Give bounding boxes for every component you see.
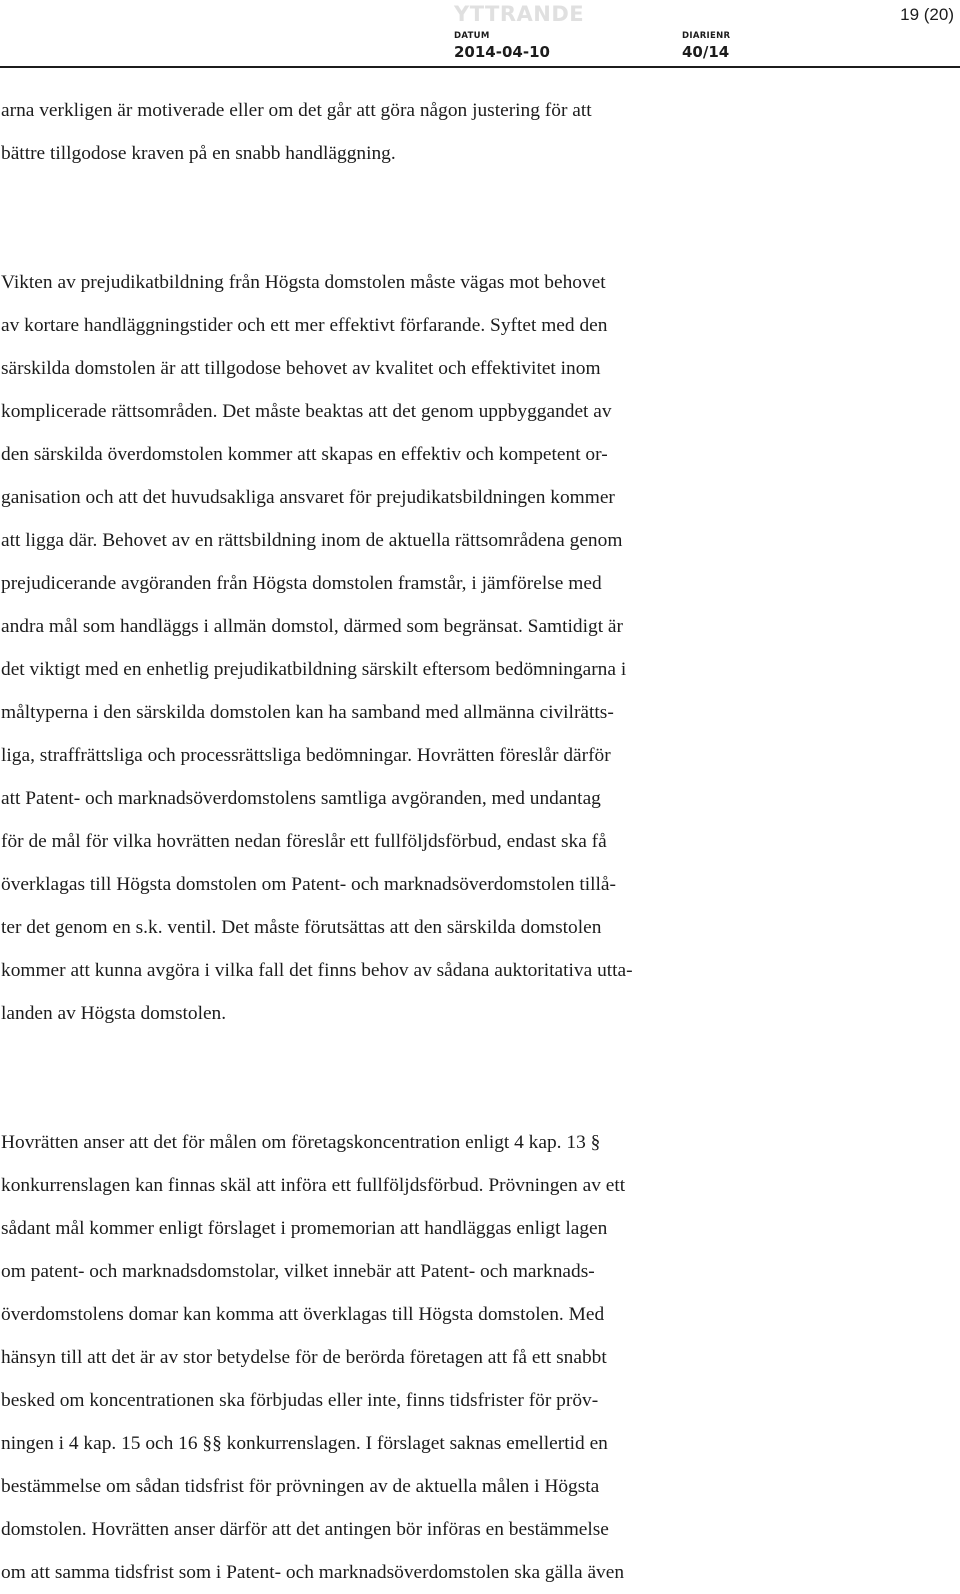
text-line: om att samma tidsfrist som i Patent- och marknadsöverdomstolen ska gälla även xyxy=(1,1562,625,1583)
text-line: bättre tillgodose kraven på en snabb handläggning. xyxy=(1,143,396,164)
diarienr-value: 40/14 xyxy=(682,43,730,61)
text-line: kommer att kunna avgöra i vilka fall det finns behov av sådana auktoritativa utta- xyxy=(1,960,633,981)
header-divider xyxy=(0,66,960,68)
text-line: ningen i 4 kap. 15 och 16 §§ konkurrenslagen. I förslaget saknas emellertid en xyxy=(1,1433,608,1454)
page-number: 19 (20) xyxy=(900,5,954,24)
text-line: den särskilda överdomstolen kommer att skapas en effektiv och kompetent or- xyxy=(1,444,608,465)
text-line: sådant mål kommer enligt förslaget i promemorian att handläggas enligt lagen xyxy=(1,1218,608,1239)
date-label: DATUM xyxy=(454,31,490,41)
text-line: hänsyn till att det är av stor betydelse för de berörda företagen att få ett snabbt xyxy=(1,1347,607,1368)
text-line: konkurrenslagen kan finnas skäl att införa ett fullföljdsförbud. Prövningen av ett xyxy=(1,1175,626,1196)
document-body xyxy=(1,89,959,1594)
text-line: särskilda domstolen är att tillgodose behovet av kvalitet och effektivitet inom xyxy=(1,358,601,379)
text-line: prejudicerande avgöranden från Högsta domstolen framstår, i jämförelse med xyxy=(1,573,602,594)
text-line: det viktigt med en enhetlig prejudikatbildning särskilt eftersom bedömningarna i xyxy=(1,659,627,680)
text-line: besked om koncentrationen ska förbjudas eller inte, finns tidsfrister för pröv- xyxy=(1,1390,599,1411)
paragraph-1 xyxy=(1,89,959,175)
text-line: ganisation och att det huvudsakliga ansvaret för prejudikatsbildningen kommer xyxy=(1,487,615,508)
text-line: av kortare handläggningstider och ett mer effektivt förfarande. Syftet med den xyxy=(1,315,608,336)
text-line: landen av Högsta domstolen. xyxy=(1,1003,227,1024)
paragraph-spacer xyxy=(1,175,959,261)
text-line: domstolen. Hovrätten anser därför att det antingen bör införas en bestämmelse xyxy=(1,1519,609,1540)
text-line: överdomstolens domar kan komma att överklagas till Högsta domstolen. Med xyxy=(1,1304,605,1325)
document-type-title: YTTRANDE xyxy=(454,2,585,26)
diarienr-label: DIARIENR xyxy=(682,31,731,41)
date-value: 2014-04-10 xyxy=(454,43,550,61)
text-line: överklagas till Högsta domstolen om Patent- och marknadsöverdomstolen tillå- xyxy=(1,874,616,895)
text-line: komplicerade rättsområden. Det måste beaktas att det genom uppbyggandet av xyxy=(1,401,612,422)
text-line: ter det genom en s.k. ventil. Det måste förutsättas att den särskilda domstolen xyxy=(1,917,602,938)
paragraph-spacer xyxy=(1,1035,959,1121)
text-line: Hovrätten anser att det för målen om företagskoncentration enligt 4 kap. 13 § xyxy=(1,1132,601,1153)
text-line: om patent- och marknadsdomstolar, vilket innebär att Patent- och marknads- xyxy=(1,1261,595,1282)
paragraph-3 xyxy=(1,1121,959,1594)
text-line: Vikten av prejudikatbildning från Högsta domstolen måste vägas mot behovet xyxy=(1,272,606,293)
text-line: att Patent- och marknadsöverdomstolens samtliga avgöranden, med undantag xyxy=(1,788,601,809)
text-line: liga, straffrättsliga och processrättsliga bedömningar. Hovrätten föreslår därför xyxy=(1,745,611,766)
text-line: att ligga där. Behovet av en rättsbildning inom de aktuella rättsområdena genom xyxy=(1,530,623,551)
document-header xyxy=(0,0,960,70)
paragraph-2 xyxy=(1,261,959,1035)
text-line: bestämmelse om sådan tidsfrist för prövningen av de aktuella målen i Högsta xyxy=(1,1476,600,1497)
text-line: för de mål för vilka hovrätten nedan föreslår ett fullföljdsförbud, endast ska få xyxy=(1,831,607,852)
text-line: måltyperna i den särskilda domstolen kan ha samband med allmänna civilrätts- xyxy=(1,702,614,723)
text-line: arna verkligen är motiverade eller om det går att göra någon justering för att xyxy=(1,100,592,121)
text-line: andra mål som handläggs i allmän domstol, därmed som begränsat. Samtidigt är xyxy=(1,616,623,637)
